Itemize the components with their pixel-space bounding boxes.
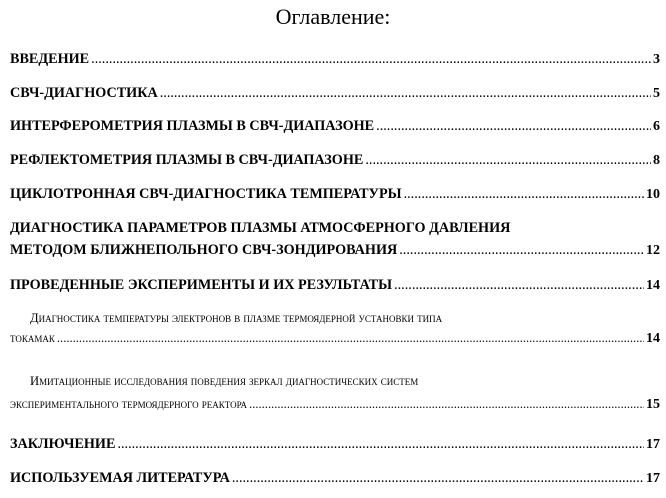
toc-entry-experiments-results[interactable] bbox=[10, 274, 660, 297]
toc-entry-title-line1: ДИАГНОСТИКА ПАРАМЕТРОВ ПЛАЗМЫ АТМОСФЕРНОГО ДАВЛЕНИЯ bbox=[10, 220, 511, 236]
toc-entry-interferometry[interactable] bbox=[10, 115, 660, 138]
dot-leader bbox=[365, 149, 651, 171]
toc-entry-title-line1: Диагностика температуры электронов в плазме термоядерной установки типа bbox=[30, 311, 443, 325]
toc-title: Оглавление: bbox=[275, 4, 391, 29]
toc-entry-title: ВВЕДЕНИЕ bbox=[10, 51, 90, 67]
dot-leader bbox=[232, 467, 644, 489]
dot-leader bbox=[394, 274, 644, 296]
toc-entry-title: ПРОВЕДЕННЫЕ ЭКСПЕРИМЕНТЫ И ИХ РЕЗУЛЬТАТЫ bbox=[10, 277, 393, 293]
toc-entry-page: 5 bbox=[653, 86, 660, 101]
toc-entry-title-line2: МЕТОДОМ БЛИЖНЕПОЛЬНОГО СВЧ-ЗОНДИРОВАНИЯ bbox=[10, 242, 398, 258]
toc-entry-title-line2: экспериментального термоядерного реактора bbox=[10, 397, 248, 411]
toc-entry-page: 15 bbox=[646, 397, 660, 412]
dot-leader bbox=[399, 239, 644, 261]
toc-entry-title: ЦИКЛОТРОННАЯ СВЧ-ДИАГНОСТИКА ТЕМПЕРАТУРЫ bbox=[10, 186, 402, 202]
toc-entry-page: 17 bbox=[646, 437, 660, 452]
toc-entry-page: 17 bbox=[646, 471, 660, 486]
toc-entry-introduction[interactable] bbox=[10, 48, 660, 71]
toc-entry-reflectometry[interactable] bbox=[10, 149, 660, 172]
dot-leader bbox=[376, 115, 651, 137]
dot-leader bbox=[57, 328, 644, 348]
toc-entry-title: ЗАКЛЮЧЕНИЕ bbox=[10, 436, 116, 452]
toc-entry-cyclotron-diagnostics[interactable] bbox=[10, 183, 660, 206]
toc-entry-page: 12 bbox=[646, 243, 660, 258]
toc-subentry-mirror-simulation[interactable] bbox=[10, 371, 660, 415]
toc-entry-references[interactable] bbox=[10, 467, 660, 490]
dot-leader bbox=[117, 433, 644, 455]
toc-entry-page: 10 bbox=[646, 187, 660, 202]
toc-entry-title: ИСПОЛЬЗУЕМАЯ ЛИТЕРАТУРА bbox=[10, 470, 230, 486]
toc-entry-title: РЕФЛЕКТОМЕТРИЯ ПЛАЗМЫ В СВЧ-ДИАПАЗОНЕ bbox=[10, 152, 364, 168]
dot-leader bbox=[249, 394, 644, 414]
dot-leader bbox=[404, 183, 644, 205]
toc-entry-title-line1: Имитационные исследования поведения зеркал диагностических систем bbox=[30, 374, 419, 388]
toc-entry-title: СВЧ-ДИАГНОСТИКА bbox=[10, 85, 158, 101]
toc-entry-title-line2: токамак bbox=[10, 331, 55, 345]
toc-entry-page: 3 bbox=[653, 52, 660, 67]
toc-subentry-electron-temperature[interactable] bbox=[10, 308, 660, 349]
toc-entry-conclusion[interactable] bbox=[10, 433, 660, 456]
toc-entry-microwave-diagnostics[interactable] bbox=[10, 82, 660, 105]
dot-leader bbox=[160, 82, 651, 104]
dot-leader bbox=[91, 48, 651, 70]
toc-entry-page: 14 bbox=[646, 331, 660, 346]
toc-entry-title: ИНТЕРФЕРОМЕТРИЯ ПЛАЗМЫ В СВЧ-ДИАПАЗОНЕ bbox=[10, 118, 375, 134]
toc-entry-page: 14 bbox=[646, 278, 660, 293]
toc-entry-page: 6 bbox=[653, 119, 660, 134]
toc-entry-atmospheric-plasma-diagnostics[interactable] bbox=[10, 217, 660, 262]
toc-entry-page: 8 bbox=[653, 153, 660, 168]
